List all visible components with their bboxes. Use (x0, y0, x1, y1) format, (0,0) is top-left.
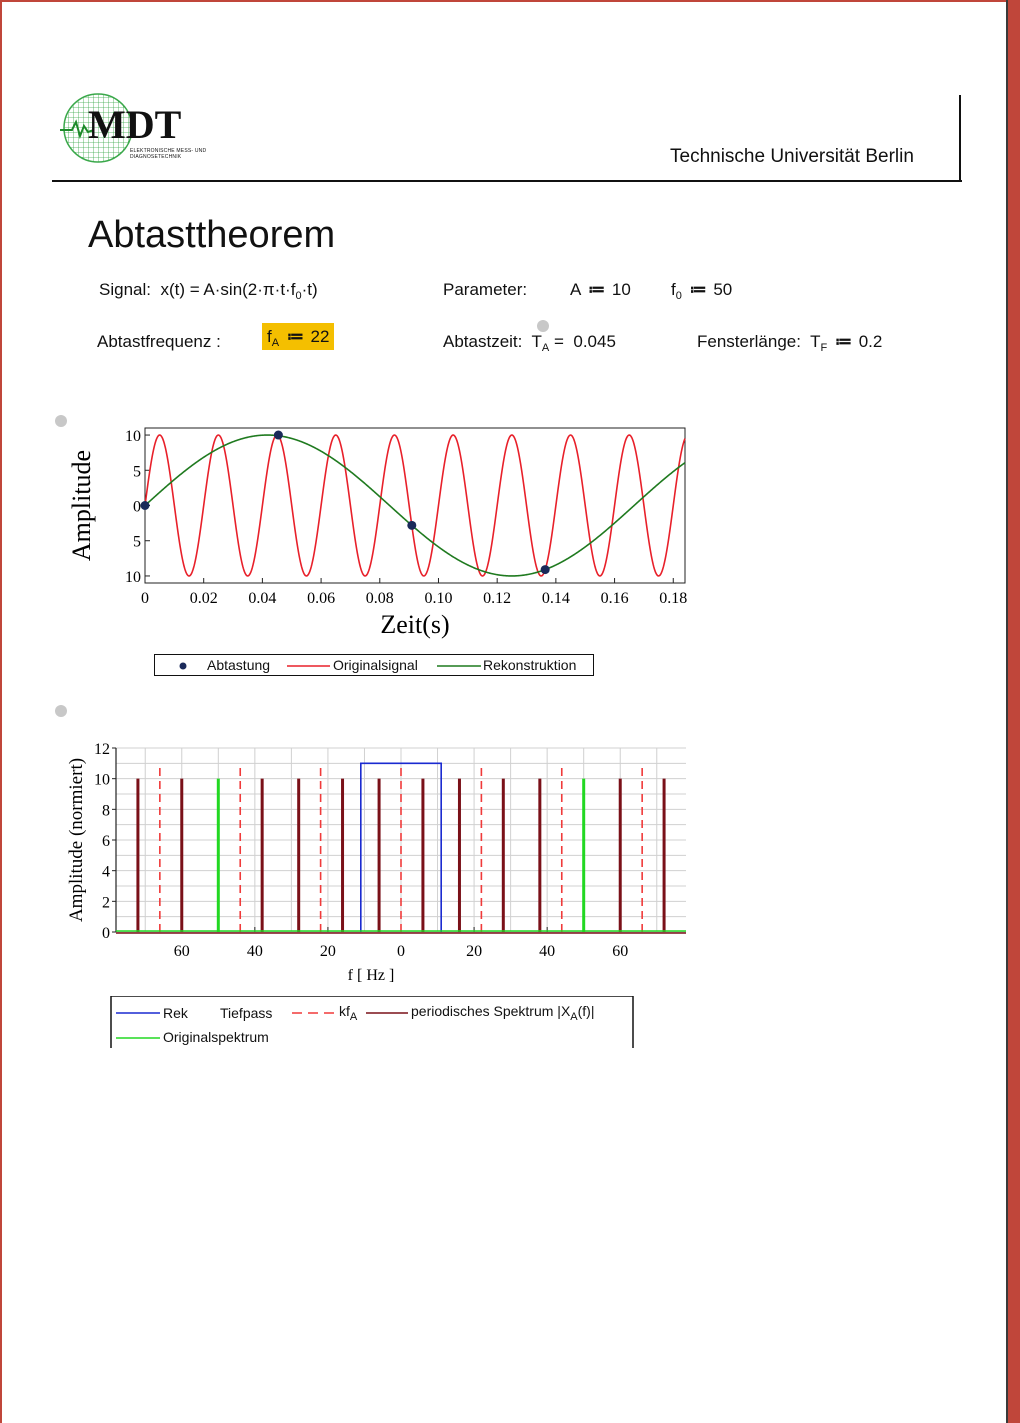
page-frame-top (0, 0, 1020, 2)
signal-definition (99, 280, 318, 302)
fa-subscript: A (271, 337, 280, 349)
ta-subscript: A (541, 342, 550, 354)
param-a[interactable] (570, 280, 631, 300)
ta-name: T (531, 332, 542, 351)
legend-rek: Rek (163, 1005, 188, 1021)
tf-name: T (810, 332, 821, 351)
x-tick-label: 20 (466, 943, 483, 960)
assign-symbol: ≔ (286, 327, 303, 346)
sample-point (141, 501, 150, 510)
param-f0-value: 50 (713, 280, 733, 299)
param-a-value: 10 (611, 280, 631, 299)
legend-kfa (339, 1003, 357, 1023)
param-a-name: A (570, 280, 581, 299)
x-tick-label: 0.02 (189, 590, 218, 607)
x-tick-label: 0.12 (483, 590, 512, 607)
region-marker[interactable] (55, 705, 67, 717)
x-tick-label: 40 (246, 943, 263, 960)
y-tick-label: 8 (102, 802, 110, 820)
assign-symbol: ≔ (834, 332, 851, 351)
x-tick-label: 0.16 (600, 590, 629, 607)
y-tick-label: 0 (133, 498, 141, 516)
assign-symbol: ≔ (689, 280, 706, 299)
y-tick-label: 0 (102, 925, 110, 942)
sample-point (274, 431, 283, 440)
assign-symbol: ≔ (588, 280, 605, 299)
page-title: Abtasttheorem (88, 214, 336, 256)
sampling-frequency-input[interactable] (262, 327, 334, 349)
x-axis-label: Zeit(s) (380, 610, 450, 639)
frequency-chart-legend (110, 996, 634, 1048)
x-tick-label: 0.18 (659, 590, 688, 607)
legend-periodic-text: periodisches Spektrum (411, 1003, 554, 1019)
sampling-time: Abtastzeit: $T_A = 0.045$ (443, 332, 616, 354)
legend-rekonstruktion: Rekonstruktion (483, 657, 577, 673)
time-chart-legend (154, 654, 594, 676)
sampling-frequency-label: Abtastfrequenz : (97, 332, 221, 351)
y-tick-label: 5 (133, 463, 141, 481)
y-tick-label: 4 (102, 863, 110, 881)
x-tick-label: 0.10 (424, 590, 453, 607)
legend-sample-marker (180, 663, 187, 670)
legend-abtastung: Abtastung (207, 657, 271, 673)
signal-label: Signal: (99, 280, 151, 299)
svg-text:MDT: MDT (88, 102, 182, 147)
university-name: Technische Universität Berlin (670, 146, 914, 167)
x-tick-label: 40 (539, 943, 556, 960)
legend-periodic-symbol: X (560, 1003, 571, 1019)
param-f0[interactable] (671, 280, 732, 302)
param-f0-subscript: 0 (675, 290, 682, 302)
plot-frame (145, 428, 685, 583)
x-tick-label: 0.08 (365, 590, 394, 607)
fa-value: 22 (310, 327, 330, 346)
legend-periodic: periodisches Spektrum $|X_A(f)|$ (411, 1003, 595, 1023)
logo-subtitle-line-1: ELEKTRONISCHE MESS- UND (130, 148, 207, 154)
legend-originalspektrum: Originalspektrum (163, 1029, 269, 1045)
fa-name: f (267, 327, 272, 346)
y-tick-label: 6 (102, 833, 110, 850)
y-tick-label: 10 (94, 771, 110, 789)
legend-periodic-subscript: A (570, 1011, 578, 1023)
region-marker[interactable] (537, 320, 549, 332)
legend-kfa-text: kf (339, 1003, 350, 1019)
series-originalsignal (145, 435, 685, 576)
x-tick-label: 0 (141, 590, 149, 607)
x-tick-label: 0.14 (541, 590, 570, 607)
header-divider-vertical (959, 95, 961, 181)
signal-formula: x(t) = A·sin(2·π·t·f (160, 280, 296, 299)
window-length[interactable] (697, 332, 882, 354)
signal-formula-subscript: 0 (295, 290, 302, 302)
x-tick-label: 0.04 (248, 590, 277, 607)
page-frame-left (0, 0, 2, 1423)
sample-point (541, 565, 550, 574)
y-axis-label: Amplitude (67, 449, 96, 562)
page-frame-right (1008, 0, 1020, 1423)
ta-value: 0.045 (573, 332, 616, 351)
y-tick-label: 10 (125, 568, 141, 586)
parameter-label: Parameter: (443, 280, 528, 299)
legend-kfa-subscript: A (349, 1011, 358, 1023)
legend-periodic-arg: (f) (577, 1003, 591, 1019)
legend-tiefpass: Tiefpass (220, 1005, 273, 1021)
tf-subscript: F (820, 342, 828, 354)
y-tick-label: 12 (94, 741, 110, 758)
signal-formula-end: ·t) (301, 280, 318, 299)
header-divider (52, 180, 962, 182)
y-tick-label: 10 (125, 428, 141, 446)
tf-value: 0.2 (858, 332, 883, 351)
logo-subtitle (130, 148, 206, 160)
logo-subtitle-line-2: DIAGNOSETECHNIK (130, 154, 182, 160)
time-domain-chart (60, 420, 700, 650)
x-tick-label: 0 (397, 943, 405, 960)
x-tick-label: 20 (319, 943, 336, 960)
y-axis-label: Amplitude (normiert) (66, 757, 87, 923)
x-tick-label: 0.06 (307, 590, 336, 607)
sample-point (407, 521, 416, 530)
legend-originalsignal: Originalsignal (333, 657, 418, 673)
y-tick-label: 2 (102, 894, 110, 912)
y-tick-label: 5 (133, 533, 141, 551)
window-length-label: Fensterlänge: (697, 332, 801, 351)
x-tick-label: 60 (612, 943, 629, 960)
x-axis-label: f [ Hz ] (347, 967, 395, 984)
param-f0-name: f (671, 280, 676, 299)
frequency-domain-chart (60, 740, 700, 990)
sampling-time-label: Abtastzeit: (443, 332, 523, 351)
x-tick-label: 60 (173, 943, 190, 960)
